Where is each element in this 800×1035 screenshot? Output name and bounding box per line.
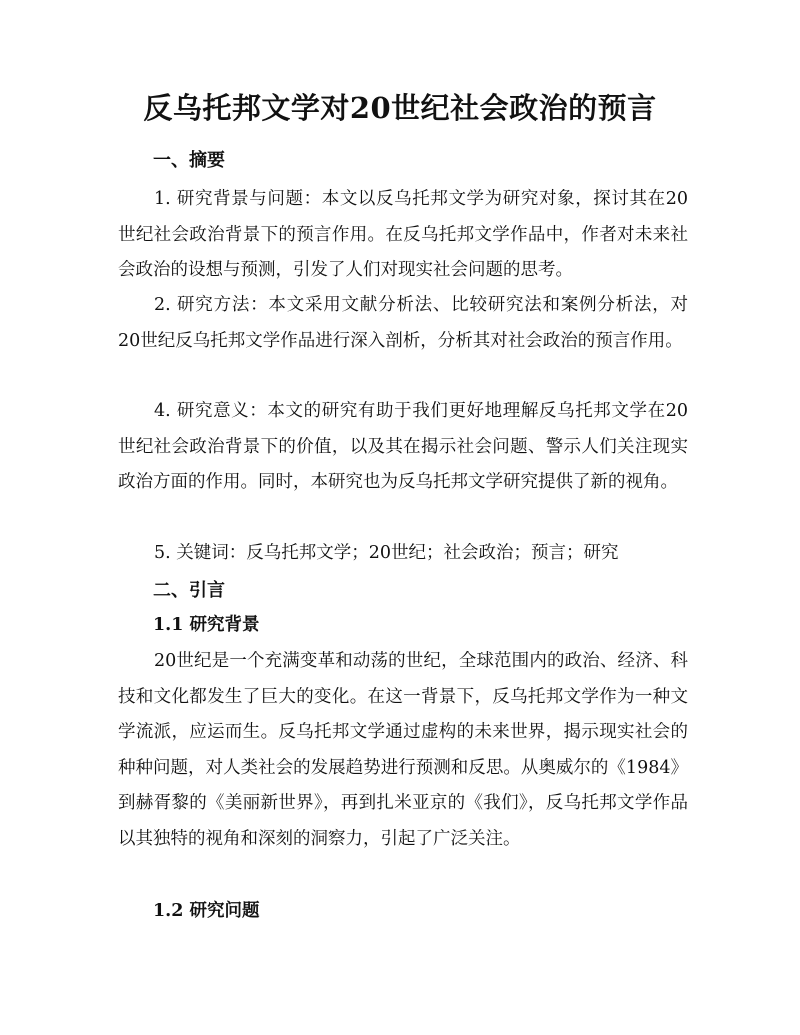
- page-title: 反乌托邦文学对20世纪社会政治的预言: [143, 91, 657, 125]
- subsection-heading-research-background: 1.1 研究背景: [153, 615, 260, 635]
- section-heading-abstract: 一、摘要: [153, 150, 225, 171]
- subsection-heading-research-question: 1.2 研究问题: [153, 901, 260, 921]
- abstract-paragraph-significance: 4. 研究意义：本文的研究有助于我们更好地理解反乌托邦文学在20世纪社会政治背景下的价值，以及其在揭示社会问题、警示人们关注现实政治方面的作用。同时，本研究也为反乌托邦文学研究提供了新的视角。: [118, 401, 688, 492]
- section-heading-introduction: 二、引言: [153, 580, 225, 601]
- abstract-paragraph-keywords: 5. 关键词：反乌托邦文学；20世纪；社会政治；预言；研究: [154, 543, 619, 563]
- intro-paragraph-background: 20世纪是一个充满变革和动荡的世纪，全球范围内的政治、经济、科技和文化都发生了巨大的变化。在这一背景下，反乌托邦文学作为一种文学流派，应运而生。反乌托邦文学通过虚构的未来世界，揭示现实社会的种种问题，对人类社会的发展趋势进行预测和反思。从奥威尔的《1984》到赫胥黎的《美丽新世界》，再到扎米亚京的《我们》，反乌托邦文学作品以其独特的视角和深刻的洞察力，引起了广泛关注。: [118, 651, 688, 849]
- abstract-paragraph-background: 1. 研究背景与问题：本文以反乌托邦文学为研究对象，探讨其在20世纪社会政治背景下的预言作用。在反乌托邦文学作品中，作者对未来社会政治的设想与预测，引发了人们对现实社会问题的思考。: [118, 189, 688, 280]
- abstract-paragraph-method: 2. 研究方法：本文采用文献分析法、比较研究法和案例分析法，对20世纪反乌托邦文学作品进行深入剖析，分析其对社会政治的预言作用。: [118, 295, 688, 351]
